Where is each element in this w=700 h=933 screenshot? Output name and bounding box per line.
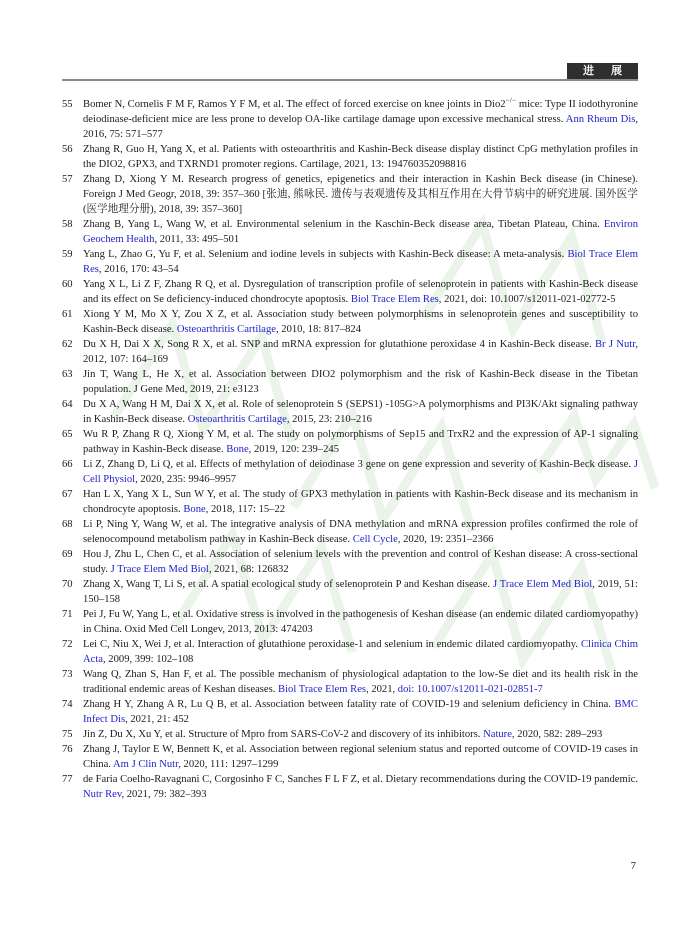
reference-number: 67 (62, 489, 73, 500)
reference-segment: , 2020, 111: 1297–1299 (178, 759, 279, 770)
reference-number: 75 (62, 729, 73, 740)
reference-item (62, 97, 638, 142)
reference-text (83, 637, 638, 667)
reference-item (62, 772, 638, 802)
journal-link[interactable]: Am J Clin Nutr (113, 759, 179, 770)
journal-link[interactable]: Br J Nutr (594, 339, 636, 350)
reference-segment: Zhang R, Guo H, Yang X, et al. Patients with osteoarthritis and Kashin-Beck disease display distinct CpG methylation profiles in the DIO2, GPX3, and TXRND1 promoter regions. Cartilage, 2021, 13: 194760352098816 (83, 144, 638, 170)
reference-segment: Zhang J, Taylor E W, Bennett K, et al. Association between regional selenium status and reported outcome of COVID-19 cases in China. (83, 744, 638, 770)
reference-text (83, 142, 638, 172)
reference-number: 64 (62, 399, 73, 410)
reference-segment: , 2011, 33: 495–501 (154, 234, 240, 245)
reference-segment: Li Z, Zhang D, Li Q, et al. Effects of methylation of deiodinase 3 gene on gene expression and severity of Kashin-Beck disease. (83, 459, 634, 470)
journal-link[interactable]: J Trace Elem Med Biol (110, 564, 209, 575)
reference-number: 59 (62, 249, 73, 260)
journal-link[interactable]: Cell Cycle (352, 534, 398, 545)
reference-text (83, 217, 638, 247)
journal-link[interactable]: BMC Infect Dis (83, 699, 638, 725)
reference-segment: , 2009, 399: 102–108 (103, 654, 194, 665)
reference-text (83, 577, 638, 607)
reference-text (83, 247, 638, 277)
reference-item (62, 577, 638, 607)
reference-number: 69 (62, 549, 73, 560)
journal-link[interactable]: Osteoarthritis Cartilage (176, 324, 276, 335)
reference-segment: mice: Type II iodothyronine deiodinase-deficient mice are less prone to develop OA-like cartilage damage upon excessive mechanical stress. (83, 99, 638, 125)
reference-item (62, 547, 638, 577)
reference-text (83, 547, 638, 577)
reference-text (83, 97, 638, 142)
reference-segment: , 2016, 75: 571–577 (83, 114, 638, 140)
reference-segment: Yang L, Zhao G, Yu F, et al. Selenium and iodine levels in subjects with Kashin-Beck disease: A meta-analysis. (83, 249, 568, 260)
journal-link[interactable]: J Trace Elem Med Biol (492, 579, 593, 590)
reference-segment: , 2021, 21: 452 (125, 714, 189, 725)
reference-segment: Wu R P, Zhang R Q, Xiong Y M, et al. The study on polymorphisms of Sep15 and TrxR2 and the expression of AP-1 signaling pathway in Kashin-Beck disease. (83, 429, 638, 455)
journal-link[interactable]: doi: 10.1007/s12011-021-02851-7 (397, 684, 543, 695)
reference-number: 74 (62, 699, 73, 710)
reference-segment: , 2020, 235: 9946–9957 (135, 474, 237, 485)
superscript-text: −/− (505, 95, 517, 105)
reference-text (83, 457, 638, 487)
reference-text (83, 277, 638, 307)
reference-segment: Lei C, Niu X, Wei J, et al. Interaction of glutathione peroxidase-1 and selenium in endemic dilated cardiomyopathy. (83, 639, 581, 650)
reference-text (83, 727, 638, 742)
reference-segment: Pei J, Fu W, Yang L, et al. Oxidative stress is involved in the pathogenesis of Keshan disease (an endemic dilated cardiomyopathy) in China. Oxid Med Cell Longev, 2013, 2013: 474203 (83, 609, 638, 635)
reference-segment: Li P, Ning Y, Wang W, et al. The integrative analysis of DNA methylation and mRNA expression profiles confirmed the role of selenocompound metabolism pathway in Kashin-Beck disease. (83, 519, 638, 545)
reference-number: 58 (62, 219, 73, 230)
reference-number: 77 (62, 774, 73, 785)
reference-number: 66 (62, 459, 73, 470)
journal-link[interactable]: Biol Trace Elem Res (350, 294, 439, 305)
reference-segment: Yang X L, Li Z F, Zhang R Q, et al. Dysregulation of transcription profile of selenoprotein in patients with Kashin-Beck disease and its effect on Se deficiency-induced chondrocyte apoptosis. (83, 279, 638, 305)
reference-number: 55 (62, 99, 73, 110)
reference-text (83, 427, 638, 457)
reference-item (62, 277, 638, 307)
reference-item (62, 517, 638, 547)
reference-item (62, 337, 638, 367)
reference-segment: Du X A, Wang H M, Dai X X, et al. Role of selenoprotein S (SEPS1) -105G>A polymorphisms and PI3K/Akt signaling pathway in Kashin-Beck disease. (83, 399, 638, 425)
reference-text (83, 772, 638, 802)
reference-segment: Jin Z, Du X, Xu Y, et al. Structure of Mpro from SARS-CoV-2 and discovery of its inhibitors. (83, 729, 484, 740)
reference-item (62, 367, 638, 397)
reference-number: 72 (62, 639, 73, 650)
reference-segment: , 2021, doi: 10.1007/s12011-021-02772-5 (438, 294, 616, 305)
reference-number: 60 (62, 279, 73, 290)
reference-number: 56 (62, 144, 73, 155)
reference-segment: , 2020, 582: 289–293 (511, 729, 603, 740)
reference-item (62, 172, 638, 217)
reference-number: 70 (62, 579, 73, 590)
reference-segment: Du X H, Dai X X, Song R X, et al. SNP and mRNA expression for glutathione peroxidase 4 in Kashin-Beck disease. (83, 339, 595, 350)
reference-number: 65 (62, 429, 73, 440)
section-tag: 进 展 (567, 63, 638, 79)
reference-number: 73 (62, 669, 73, 680)
journal-link[interactable]: Bone (226, 444, 249, 455)
reference-number: 62 (62, 339, 73, 350)
journal-link[interactable]: Bone (183, 504, 206, 515)
reference-number: 71 (62, 609, 73, 620)
reference-text (83, 307, 638, 337)
reference-number: 63 (62, 369, 73, 380)
journal-link[interactable]: J Cell Physiol (83, 459, 638, 485)
reference-item (62, 487, 638, 517)
reference-segment: Jin T, Wang L, He X, et al. Association between DIO2 polymorphism and the risk of Kashin-Beck disease in the Tibetan population. J Gene Med, 2019, 21: e3123 (83, 369, 638, 395)
reference-item (62, 397, 638, 427)
page-number: 7 (630, 861, 636, 872)
reference-segment: , 2010, 18: 817–824 (275, 324, 362, 335)
reference-segment: , 2015, 23: 210–216 (286, 414, 372, 425)
reference-segment: Zhang D, Xiong Y M. Research progress of genetics, epigenetics and their interaction in Kashin Beck disease (in Chinese). Foreign J Med Geogr, 2018, 39: 357–360 [张迪, 熊咏民. 遗传与表观遗传及其相互作用在大骨节病中的研究进展. 国外医学(医学地理分册), 2018, 39: 357–360] (83, 174, 638, 215)
reference-item (62, 697, 638, 727)
reference-segment: de Faria Coelho-Ravagnani C, Corgosinho F C, Sanches F L F Z, et al. Dietary recommendations during the COVID-19 pandemic. (83, 774, 638, 785)
reference-segment: , 2021, (366, 684, 398, 695)
journal-link[interactable]: Nature (483, 729, 512, 740)
reference-segment: , 2020, 19: 2351–2366 (397, 534, 494, 545)
journal-link[interactable]: Nutr Rev (83, 789, 122, 800)
reference-number: 76 (62, 744, 73, 755)
reference-segment: , 2019, 120: 239–245 (248, 444, 339, 455)
reference-text (83, 172, 638, 217)
reference-item (62, 142, 638, 172)
reference-item (62, 607, 638, 637)
reference-text (83, 367, 638, 397)
reference-number: 57 (62, 174, 73, 185)
reference-text (83, 667, 638, 697)
reference-text (83, 742, 638, 772)
reference-segment: , 2016, 170: 43–54 (98, 264, 179, 275)
reference-text (83, 487, 638, 517)
reference-segment: Zhang B, Yang L, Wang W, et al. Environmental selenium in the Kaschin-Beck disease area, Tibetan Plateau, China. (83, 219, 604, 230)
reference-segment: Xiong Y M, Mo X Y, Zou X Z, et al. Association study between polymorphisms in selenoprotein genes and susceptibility to Kashin-Beck disease. (83, 309, 638, 335)
reference-segment: Zhang X, Wang T, Li S, et al. A spatial ecological study of selenoprotein P and Keshan disease. (83, 579, 493, 590)
reference-item (62, 247, 638, 277)
reference-item (62, 307, 638, 337)
reference-segment: , 2021, 68: 126832 (208, 564, 289, 575)
reference-text (83, 517, 638, 547)
reference-item (62, 457, 638, 487)
reference-segment: Wang Q, Zhan S, Han F, et al. The possible mechanism of physiological adaptation to the low-Se diet and its health risk in the traditional endemic areas of Keshan diseases. (83, 669, 638, 695)
reference-segment: , 2019, 51: 150–158 (83, 579, 638, 605)
reference-text (83, 607, 638, 637)
reference-number: 61 (62, 309, 73, 320)
reference-number: 68 (62, 519, 73, 530)
reference-text (83, 697, 638, 727)
reference-segment: Zhang H Y, Zhang A R, Lu Q B, et al. Association between fatality rate of COVID-19 and selenium deficiency in China. (83, 699, 615, 710)
reference-item (62, 637, 638, 667)
reference-segment: Hou J, Zhu L, Chen C, et al. Association of selenium levels with the prevention and control of Keshan disease: A cross-sectional study. (83, 549, 638, 575)
reference-segment: , 2012, 107: 164–169 (83, 339, 638, 365)
reference-item (62, 742, 638, 772)
journal-link[interactable]: Biol Trace Elem Res (83, 249, 638, 275)
reference-item (62, 667, 638, 697)
journal-link[interactable]: Osteoarthritis Cartilage (187, 414, 287, 425)
reference-segment: , 2018, 117: 15–22 (205, 504, 286, 515)
reference-segment: Han L X, Yang X L, Sun W Y, et al. The study of GPX3 methylation in patients with Kashin-Beck disease and its mechanism in chondrocyte apoptosis. (83, 489, 638, 515)
reference-text (83, 397, 638, 427)
reference-item (62, 427, 638, 457)
reference-segment: , 2021, 79: 382–393 (121, 789, 207, 800)
reference-text (83, 337, 638, 367)
reference-item (62, 727, 638, 742)
header-rule (62, 79, 638, 81)
references-list (62, 97, 638, 802)
reference-item (62, 217, 638, 247)
reference-segment: Bomer N, Cornelis F M F, Ramos Y F M, et al. The effect of forced exercise on knee joints in Dio2 (83, 99, 506, 110)
journal-link[interactable]: Environ Geochem Health (83, 219, 638, 245)
journal-link[interactable]: Clinica Chim Acta (83, 639, 638, 665)
journal-link[interactable]: Biol Trace Elem Res (278, 684, 367, 695)
journal-link[interactable]: Ann Rheum Dis (565, 114, 636, 125)
